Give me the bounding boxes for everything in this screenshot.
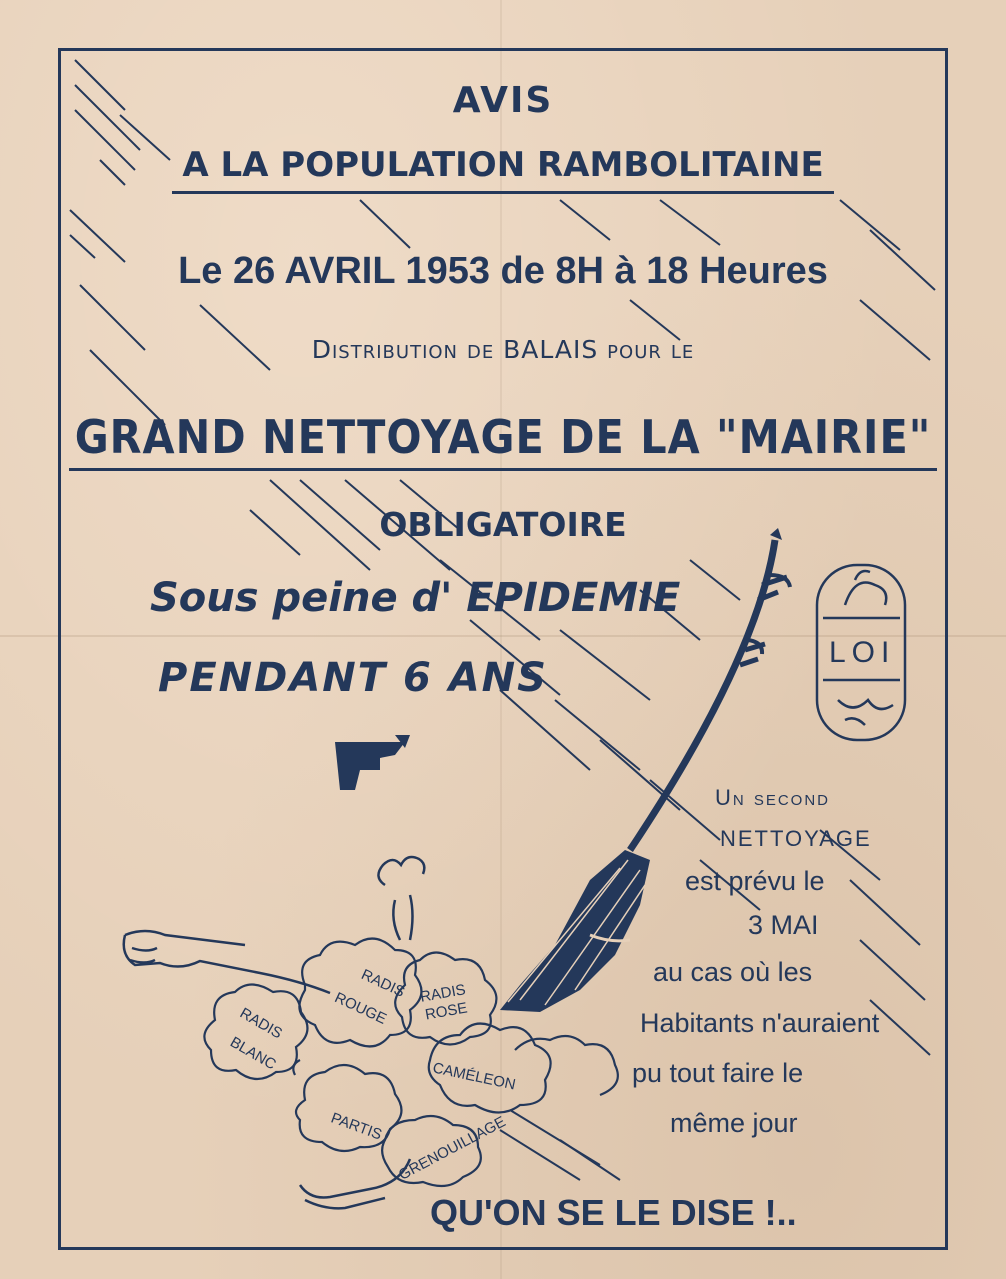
second-notice-line: pu tout faire le: [632, 1058, 804, 1088]
cloud-label-grenouillage: GRENOUILLAGE: [395, 1113, 509, 1184]
poster-population-text: A LA POPULATION RAMBOLITAINE: [172, 145, 833, 194]
poster-obligatoire: OBLIGATOIRE: [379, 505, 627, 544]
poster-distribution: Distribution de BALAIS pour le: [311, 335, 695, 364]
cloud-label-radis-rouge: ROUGE: [331, 989, 390, 1028]
poster-frame: [58, 48, 948, 1250]
cloud-label-radis-blanc: BLANC: [227, 1033, 279, 1074]
poster-sous-peine: Sous peine d' EPIDEMIE: [150, 575, 681, 621]
cloud-label-radis-blanc: RADIS: [236, 1004, 286, 1043]
seal-label: LOI: [829, 636, 896, 669]
cloud-label-radis-rose: RADIS: [418, 981, 467, 1006]
cloud-label-partis: PARTIS: [328, 1109, 385, 1144]
poster-avis: AVIS: [452, 80, 554, 121]
second-notice-line: même jour: [670, 1108, 798, 1138]
poster-headline-text: GRAND NETTOYAGE DE LA "MAIRIE": [69, 410, 938, 471]
poster-population: [0, 145, 1006, 185]
second-notice-line: au cas où les: [653, 957, 813, 987]
poster-date-line: Le 26 AVRIL 1953 de 8H à 18 Heures: [178, 250, 828, 292]
second-notice-line: Un second: [715, 785, 831, 810]
second-notice-line: NETTOYAGE: [720, 826, 872, 851]
second-notice-line: 3 MAI: [748, 910, 819, 940]
cloud-label-cameleon: CAMÉLEON: [431, 1059, 518, 1094]
poster-pendant: PENDANT 6 ANS: [158, 655, 548, 701]
second-notice-line: Habitants n'auraient: [640, 1008, 880, 1038]
poster-headline: [0, 410, 1006, 464]
poster-closing: QU'ON SE LE DISE !..: [430, 1192, 797, 1233]
cloud-label-radis-rouge: RADIS: [358, 966, 408, 1001]
second-notice-line: est prévu le: [685, 866, 825, 896]
cloud-label-radis-rose: ROSE: [423, 999, 469, 1024]
